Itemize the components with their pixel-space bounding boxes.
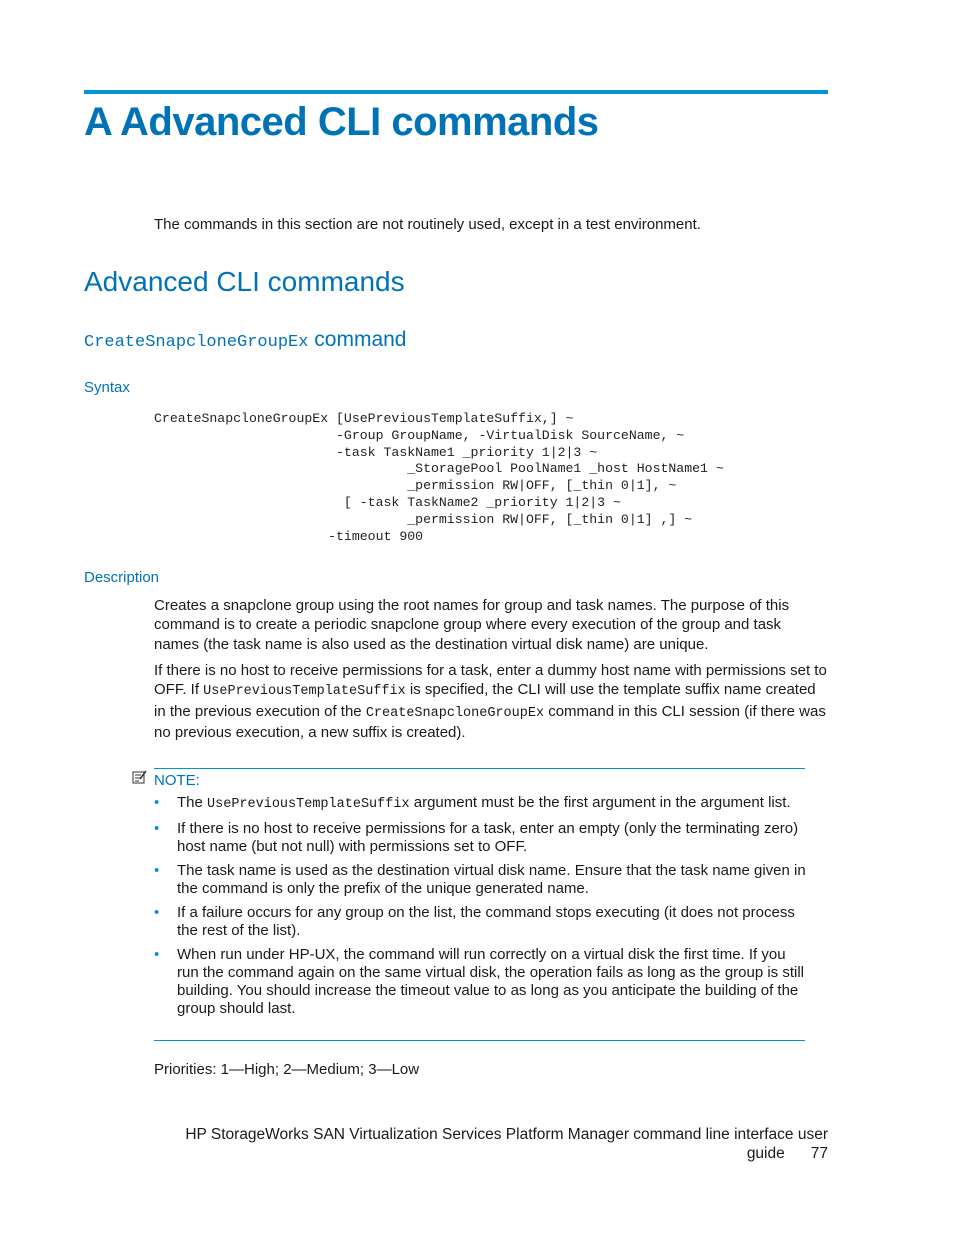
chapter-title: A Advanced CLI commands [84, 100, 599, 144]
bullet-icon: • [154, 819, 160, 837]
note-label: NOTE: [154, 772, 200, 789]
list-item: • If a failure occurs for any group on the list, the command stops executing (it does not process the rest of the list). [154, 903, 795, 939]
inline-code: UsePreviousTemplateSuffix [207, 797, 410, 812]
list-item: • The task name is used as the destination virtual disk name. Ensure that the task name given in the command is only the prefix of the unique generated name. [154, 861, 806, 897]
priorities-text: Priorities: 1—High; 2—Medium; 3—Low [154, 1061, 420, 1078]
description-heading: Description [84, 569, 160, 586]
list-item: • When run under HP-UX, the command will run correctly on a virtual disk the first time. If you run the command again on the same virtual disk, the operation fails as long as the group is still building. You should increase the timeout value to as long as you anticipate the building of the group should last. [154, 945, 805, 1018]
bullet-icon: • [154, 903, 160, 921]
command-suffix: command [308, 328, 407, 351]
bullet-icon: • [154, 794, 160, 811]
intro-paragraph: The commands in this section are not routinely used, except in a test environment. [154, 216, 701, 233]
footer-title-line-1: HP StorageWorks SAN Virtualization Services Platform Manager command line interface user [185, 1126, 828, 1143]
list-item: • If there is no host to receive permissions for a task, enter an empty (only the terminating zero) host name (but not null) with permissions set to OFF. [154, 819, 799, 855]
description-paragraph-2: If there is no host to receive permissions for a task, enter a dummy host name with permissions set to OFF. If UsePreviousTemplateSuffix is specified, the CLI will use the template suffix name created in the previous execution of the CreateSnapcloneGroupEx command in this CLI session (if there was no previous execution, a new suffix is created). [154, 662, 827, 742]
description-paragraph-1: Creates a snapclone group using the root names for group and task names. The purpose of this command is to create a periodic snapclone group where every execution of the group and task names (the task name is also used as the destination virtual disk name) are unique. [154, 597, 790, 653]
page-number: 77 [810, 1145, 828, 1163]
command-name: CreateSnapcloneGroupEx [84, 333, 309, 352]
list-item: • The UsePreviousTemplateSuffix argument must be the first argument in the argument list. [154, 794, 791, 812]
bullet-icon: • [154, 945, 160, 963]
note-bottom-rule [154, 1040, 805, 1041]
chapter-top-rule [84, 90, 828, 94]
inline-code: CreateSnapcloneGroupEx [365, 705, 545, 721]
inline-code: UsePreviousTemplateSuffix [203, 684, 406, 700]
syntax-code-block: CreateSnapcloneGroupEx [UsePreviousTemplateSuffix,] ~ -Group GroupName, -VirtualDisk SourceName, ~ -task TaskName1 _priority 1|2|3 ~ _StoragePool PoolName1 _host HostName1 ~ _permission RW|OFF, [_thin 0|1], ~ [ -task TaskName2 _priority 1|2|3 ~ _permission RW|OFF, [_thin 0|1] ,] ~ -timeout 900 [154, 411, 724, 544]
note-pad-icon [132, 770, 148, 784]
command-heading [84, 328, 406, 352]
bullet-icon: • [154, 861, 160, 879]
footer-title-line-2: guide [746, 1145, 785, 1163]
note-top-rule [154, 768, 805, 769]
syntax-heading: Syntax [84, 379, 130, 396]
page-footer [148, 1125, 828, 1164]
note-bullet-list [154, 794, 809, 1024]
section-title: Advanced CLI commands [84, 266, 405, 297]
